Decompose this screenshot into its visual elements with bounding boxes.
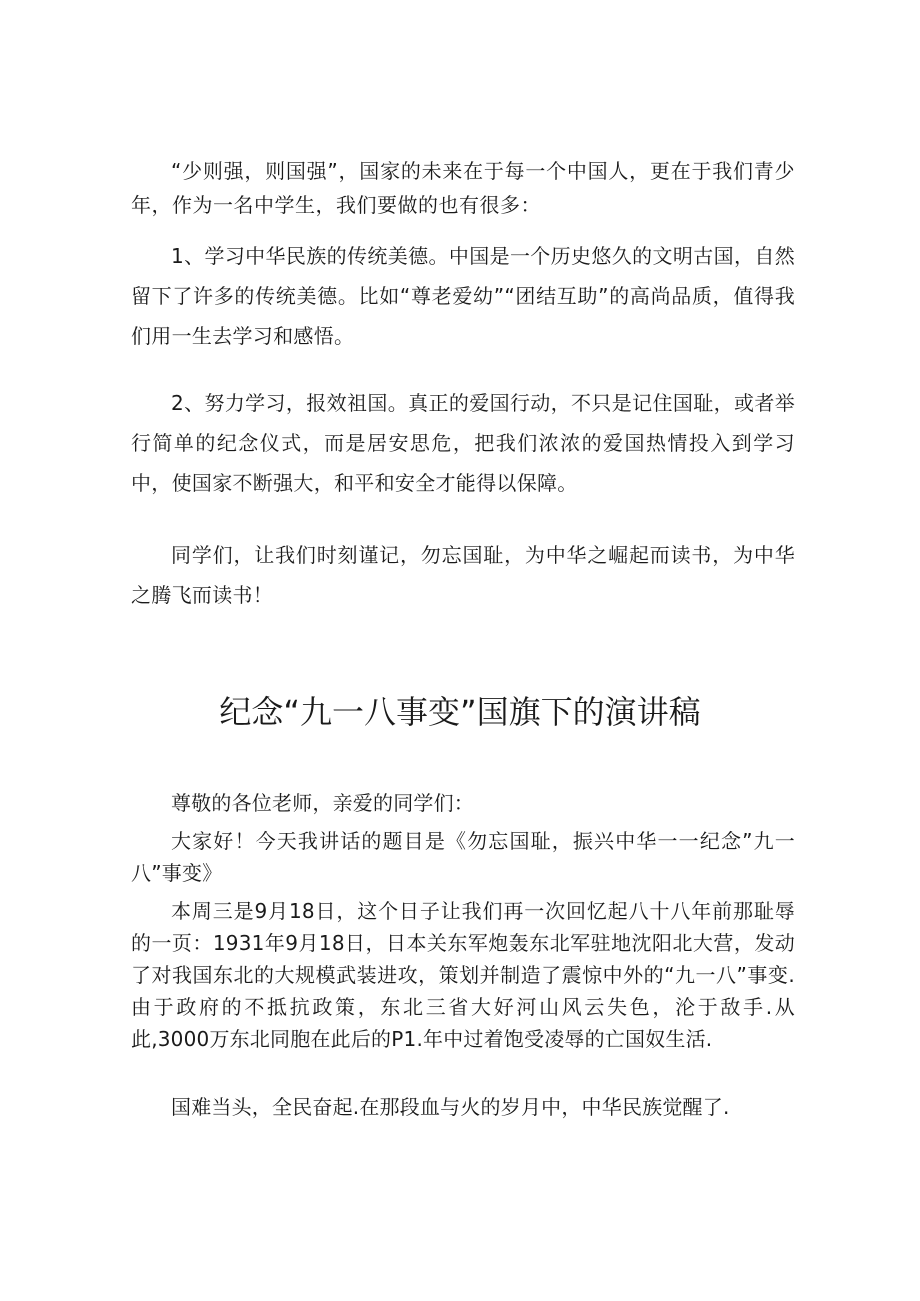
- paragraph-point-two: 2、努力学习，报效祖国。真正的爱国行动，不只是记住国耻，或者举行简单的纪念仪式，而是居安思危，把我们浓浓的爱国热情投入到学习中，使国家不断强大，和平和安全才能得以保障。: [131, 391, 795, 495]
- paragraph-youth-strong: “少则强，则国强”，国家的未来在于每一个中国人，更在于我们青少年，作为一名中学生，我们要做的也有很多：: [131, 159, 795, 217]
- greeting: 尊敬的各位老师，亲爱的同学们：: [171, 791, 474, 815]
- paragraph-point-one: 1、学习中华民族的传统美德。中国是一个历史悠久的文明古国，自然留下了许多的传统美德。比如“尊老爱幼”“团结互助”的高尚品质，值得我们用一生去学习和感悟。: [131, 244, 795, 348]
- paragraph-history: 本周三是9月18日，这个日子让我们再一次回忆起八十八年前那耻辱的一页：1931年9月18日，日本关东军炮轰东北军驻地沈阳北大营，发动了对我国东北的大规模武装进攻，策划并制造了震惊中外的“九一八”事变.由于政府的不抵抗政策，东北三省大好河山风云失色，沦于敌手.从此,3000万东北同胞在此后的P1.年中过着饱受凌辱的亡国奴生活.: [131, 899, 795, 1051]
- paragraph-national-crisis: 国难当头，全民奋起.在那段血与火的岁月中，中华民族觉醒了.: [171, 1095, 730, 1119]
- speech-title: 纪念“九一八事变”国旗下的演讲稿: [219, 693, 701, 731]
- paragraph-intro: 大家好！今天我讲话的题目是《勿忘国耻，振兴中华一一纪念”九一八”事变》: [131, 829, 795, 885]
- paragraph-closing: 同学们，让我们时刻谨记，勿忘国耻，为中华之崛起而读书，为中华之腾飞而读书！: [131, 543, 795, 607]
